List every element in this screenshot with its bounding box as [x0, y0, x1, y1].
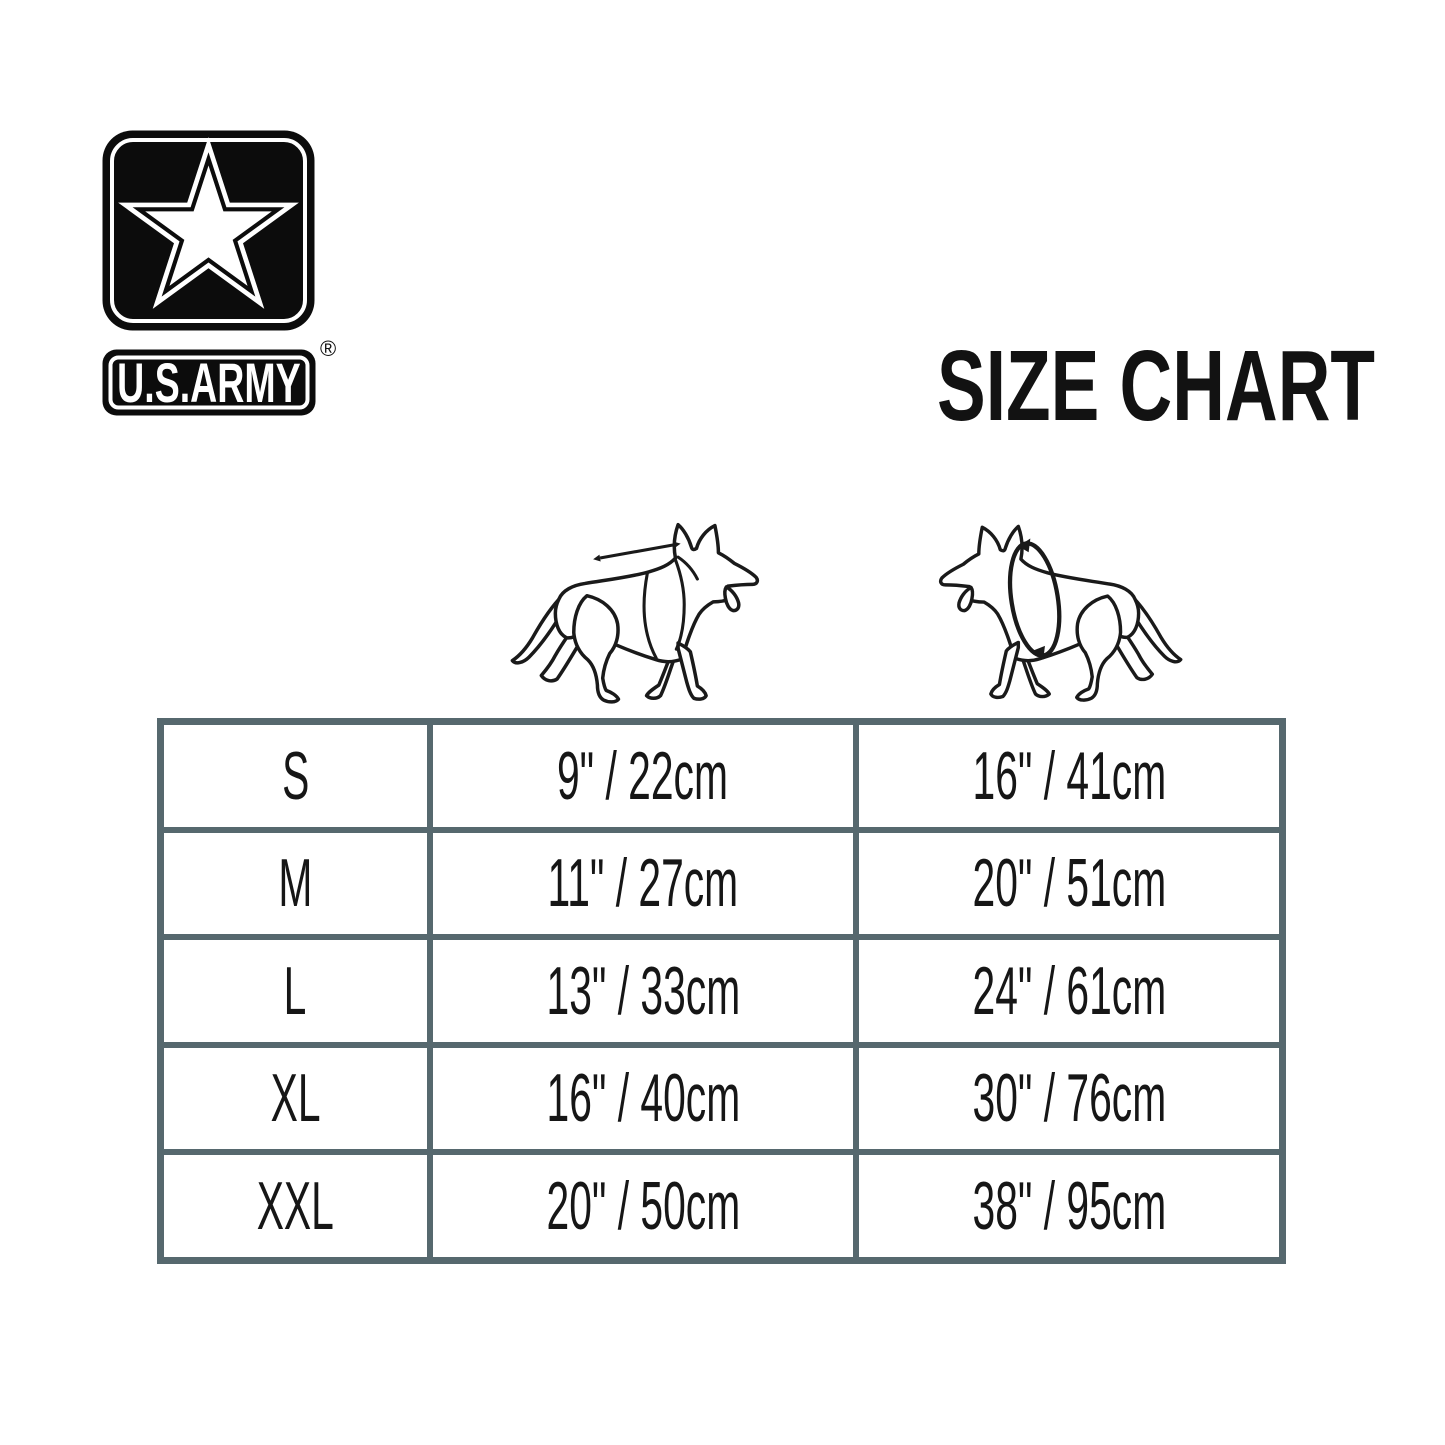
size-table: [157, 718, 1286, 1264]
back-length-arrow-icon: [593, 541, 680, 561]
chest-girth-cell: 38" / 95cm: [856, 1152, 1282, 1260]
chest-girth-measurement-diagram: [934, 517, 1192, 706]
page-title: SIZE CHART: [937, 330, 1375, 442]
size-cell: L: [161, 937, 430, 1045]
registered-trademark-mark: ®: [320, 336, 337, 361]
back-length-cell: 20" / 50cm: [430, 1152, 856, 1260]
size-cell: XL: [161, 1045, 430, 1153]
back-length-measurement-diagram: [501, 515, 764, 708]
table-row-s: [161, 722, 1283, 830]
size-cell: XXL: [161, 1152, 430, 1260]
chest-girth-cell: 30" / 76cm: [856, 1045, 1282, 1153]
back-length-cell: 9" / 22cm: [430, 722, 856, 830]
chest-girth-cell: 20" / 51cm: [856, 830, 1282, 938]
size-cell: S: [161, 722, 430, 830]
back-length-cell: 11" / 27cm: [430, 830, 856, 938]
chest-girth-cell: 16" / 41cm: [856, 722, 1282, 830]
table-row-xl: [161, 1045, 1283, 1153]
back-length-cell: 13" / 33cm: [430, 937, 856, 1045]
us-army-wordmark: U.S.ARMY: [117, 350, 301, 414]
table-row-l: [161, 937, 1283, 1045]
size-cell: M: [161, 830, 430, 938]
table-row-xxl: [161, 1152, 1283, 1260]
chest-girth-cell: 24" / 61cm: [856, 937, 1282, 1045]
us-army-wordmark-box: [100, 347, 318, 418]
us-army-star-icon: [100, 128, 317, 333]
back-length-cell: 16" / 40cm: [430, 1045, 856, 1153]
table-row-m: [161, 830, 1283, 938]
